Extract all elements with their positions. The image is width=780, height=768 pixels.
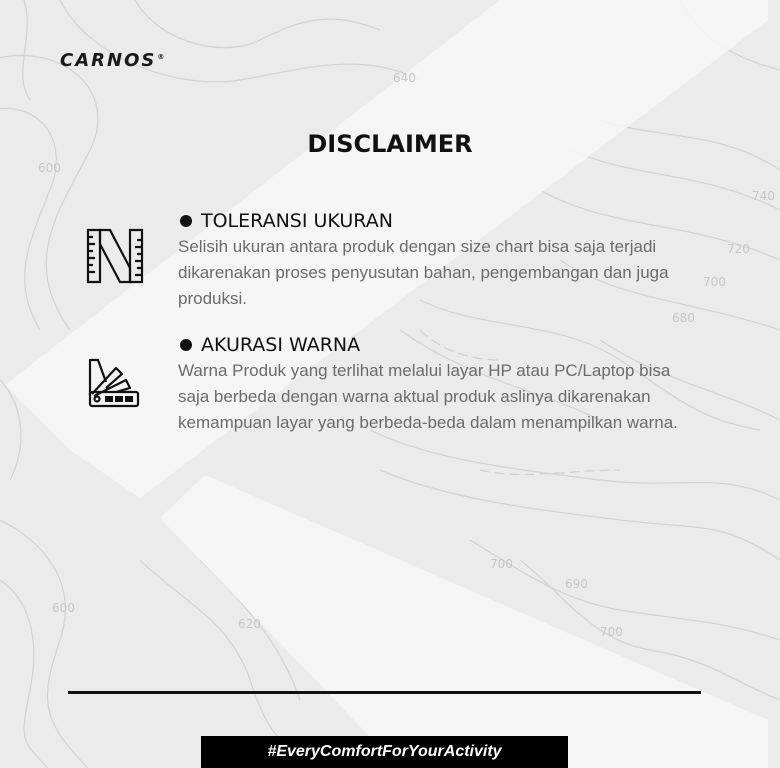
section-akurasi-warna xyxy=(178,332,738,436)
body-line: saja berbeda dengan warna aktual produk aslinya dikarenakan xyxy=(178,387,651,406)
page-title: DISCLAIMER xyxy=(307,130,473,158)
divider-line xyxy=(68,691,701,694)
hashtag-banner: #EveryComfortForYourActivity xyxy=(201,736,568,768)
svg-text:740: 740 xyxy=(752,189,775,203)
svg-text:700: 700 xyxy=(703,275,726,289)
svg-text:700: 700 xyxy=(490,557,513,571)
body-line: produksi. xyxy=(178,289,247,308)
svg-text:620: 620 xyxy=(238,617,261,631)
body-line: dikarenakan proses penyusutan bahan, pengembangan dan juga xyxy=(178,263,669,282)
svg-text:690: 690 xyxy=(565,577,588,591)
svg-text:680: 680 xyxy=(672,311,695,325)
body-line: Warna Produk yang terlihat melalui layar HP atau PC/Laptop bisa xyxy=(178,361,671,380)
brand-name: CARNOS xyxy=(60,50,157,71)
section-body xyxy=(178,358,738,436)
svg-text:720: 720 xyxy=(727,242,750,256)
registered-mark: ® xyxy=(157,53,165,61)
section-body xyxy=(178,234,738,312)
section-heading: TOLERANSI UKURAN xyxy=(178,208,738,234)
bullet-icon xyxy=(180,339,192,351)
body-line: kemampuan layar yang berbeda-beda dalam menampilkan warna. xyxy=(178,413,678,432)
bullet-icon xyxy=(180,215,192,227)
svg-text:600: 600 xyxy=(52,601,75,615)
section-toleransi-ukuran xyxy=(178,208,738,312)
svg-text:600: 600 xyxy=(38,161,61,175)
svg-text:700: 700 xyxy=(600,625,623,639)
carnos-logo xyxy=(60,50,164,71)
svg-text:640: 640 xyxy=(393,71,416,85)
section-heading: AKURASI WARNA xyxy=(178,332,738,358)
ruler-icon xyxy=(86,228,144,289)
body-line: Selisih ukuran antara produk dengan size chart bisa saja terjadi xyxy=(178,237,657,256)
color-swatch-icon xyxy=(86,356,140,415)
